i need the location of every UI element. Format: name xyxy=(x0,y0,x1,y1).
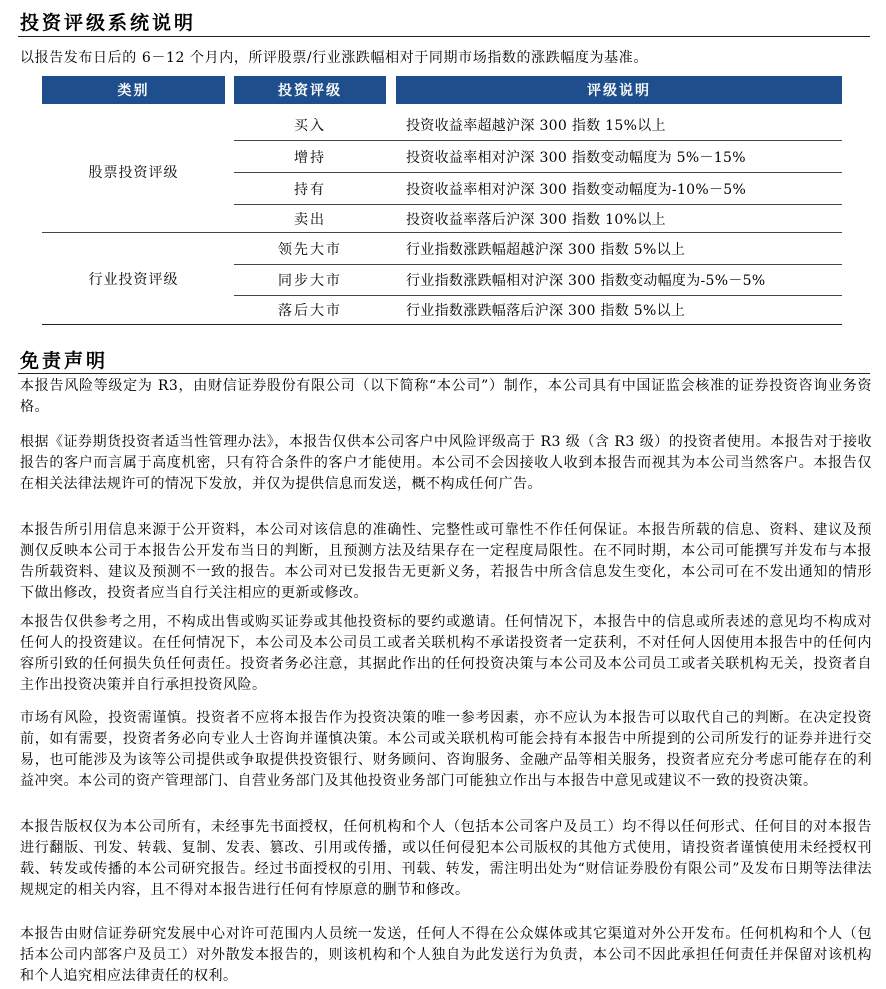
table-row-rating: 持有 xyxy=(294,181,326,198)
disclaimer-section-title: 免责声明 xyxy=(20,350,109,372)
table-bottom-rule xyxy=(42,324,842,325)
disclaimer-paragraph: 本报告风险等级定为 R3，由财信证券股份有限公司（以下简称“本公司”）制作，本公司具有中国证监会核准的证券投资咨询业务资格。 xyxy=(20,378,872,415)
group-divider xyxy=(42,232,842,233)
table-row-desc: 行业指数涨跌幅相对沪深 300 指数变动幅度为-5%－5% xyxy=(406,273,766,289)
table-row-desc: 投资收益率落后沪深 300 指数 10%以上 xyxy=(406,211,666,228)
stock-category-label: 股票投资评级 xyxy=(88,164,179,181)
rating-title-rule xyxy=(18,36,870,37)
table-row-rating: 增持 xyxy=(294,149,326,166)
header-category: 类别 xyxy=(42,76,225,104)
table-row-desc: 行业指数涨跌幅超越沪深 300 指数 5%以上 xyxy=(406,242,686,258)
rating-intro: 以报告发布日后的 6－12 个月内，所评股票/行业涨跌幅相对于同期市场指数的涨跌幅度为基准。 xyxy=(20,50,648,66)
disclaimer-paragraph: 市场有风险，投资需谨慎。投资者不应将本报告作为投资决策的唯一参考因素，亦不应认为本报告可以取代自己的判断。在决定投资前，如有需要，投资者务必向专业人士咨询并谨慎决策。本公司或关联机构可能会持有本报告中所提到的公司所发行的证券并进行交易，也可能涉及为该等公司提供或争取提供投资银行、财务顾问、咨询服务、金融产品等相关服务，投资者应充分考虑可能存在的利益冲突。本公司的资产管理部门、自营业务部门及其他投资业务部门可能独立作出与本报告中意见或建议不一致的投资决策。 xyxy=(20,710,872,789)
disclaimer-paragraph: 本报告所引用信息来源于公开资料，本公司对该信息的准确性、完整性或可靠性不作任何保证。本报告所载的信息、资料、建议及预测仅反映本公司于本报告公开发布当日的判断，且预测方法及结果存在一定程度局限性。在不同时期，本公司可能撰写并发布与本报告所载资料、建议及预测不一致的报告。本公司对已发报告无更新义务，若报告中所含信息发生变化，本公司可在不发出通知的情形下做出修改，投资者应当自行关注相应的更新或修改。 xyxy=(20,522,872,601)
disclaimer-paragraph: 根据《证券期货投资者适当性管理办法》，本报告仅供本公司客户中风险评级高于 R3 级（含 R3 级）的投资者使用。本报告对于接收报告的客户而言属于高度机密，只有符合条件的客户才能使用。本公司不会因接收人收到本报告而视其为本公司当然客户。本报告仅在相关法律法规许可的情况下发放，并仅为提供信息而发送，概不构成任何广告。 xyxy=(20,434,872,492)
disclaimer-paragraph: 本报告由财信证券研究发展中心对许可范围内人员统一发送，任何人不得在公众媒体或其它渠道对外公开发布。任何机构和个人（包括本公司内部客户及员工）对外散发本报告的，则该机构和个人独自为此发送行为负责，本公司不因此承担任何责任并保留对该机构和个人追究相应法律责任的权利。 xyxy=(20,926,872,984)
table-row-rating: 落后大市 xyxy=(278,303,342,319)
table-row-desc: 投资收益率相对沪深 300 指数变动幅度为 5%－15% xyxy=(406,149,746,166)
rating-section-title: 投资评级系统说明 xyxy=(20,12,197,34)
disclaimer-title-rule xyxy=(18,373,870,374)
industry-category-label: 行业投资评级 xyxy=(88,272,179,288)
table-row-rating: 同步大市 xyxy=(278,273,342,289)
header-description: 评级说明 xyxy=(396,76,842,104)
table-row-rating: 买入 xyxy=(294,117,326,134)
table-row-desc: 投资收益率相对沪深 300 指数变动幅度为-10%－5% xyxy=(406,181,747,198)
disclaimer-paragraph: 本报告版权仅为本公司所有，未经事先书面授权，任何机构和个人（包括本公司客户及员工）均不得以任何形式、任何目的对本报告进行翻版、刊发、转载、复制、发表、篡改、引用或传播，或以任何侵犯本公司版权的其他方式使用，请投资者谨慎使用未经授权刊载、转发或传播的本公司研究报告。经过书面授权的引用、刊载、转发，需注明出处为“财信证券股份有限公司”及发布日期等法律法规规定的相关内容，且不得对本报告进行任何有悖原意的删节和修改。 xyxy=(20,819,872,898)
table-row-desc: 行业指数涨跌幅落后沪深 300 指数 5%以上 xyxy=(406,303,686,319)
table-row-desc: 投资收益率超越沪深 300 指数 15%以上 xyxy=(406,117,666,134)
table-row-rating: 卖出 xyxy=(294,211,326,228)
table-row-rating: 领先大市 xyxy=(278,242,342,258)
disclaimer-paragraph: 本报告仅供参考之用，不构成出售或购买证券或其他投资标的要约或邀请。任何情况下，本报告中的信息或所表述的意见均不构成对任何人的投资建议。在任何情况下，本公司及本公司员工或者关联机构不承诺投资者一定获利，不对任何人因使用本报告中的任何内容所引致的任何损失负任何责任。投资者务必注意，其据此作出的任何投资决策与本公司及本公司员工或者关联机构无关，投资者自主作出投资决策并自行承担投资风险。 xyxy=(20,614,872,693)
header-rating: 投资评级 xyxy=(234,76,386,104)
